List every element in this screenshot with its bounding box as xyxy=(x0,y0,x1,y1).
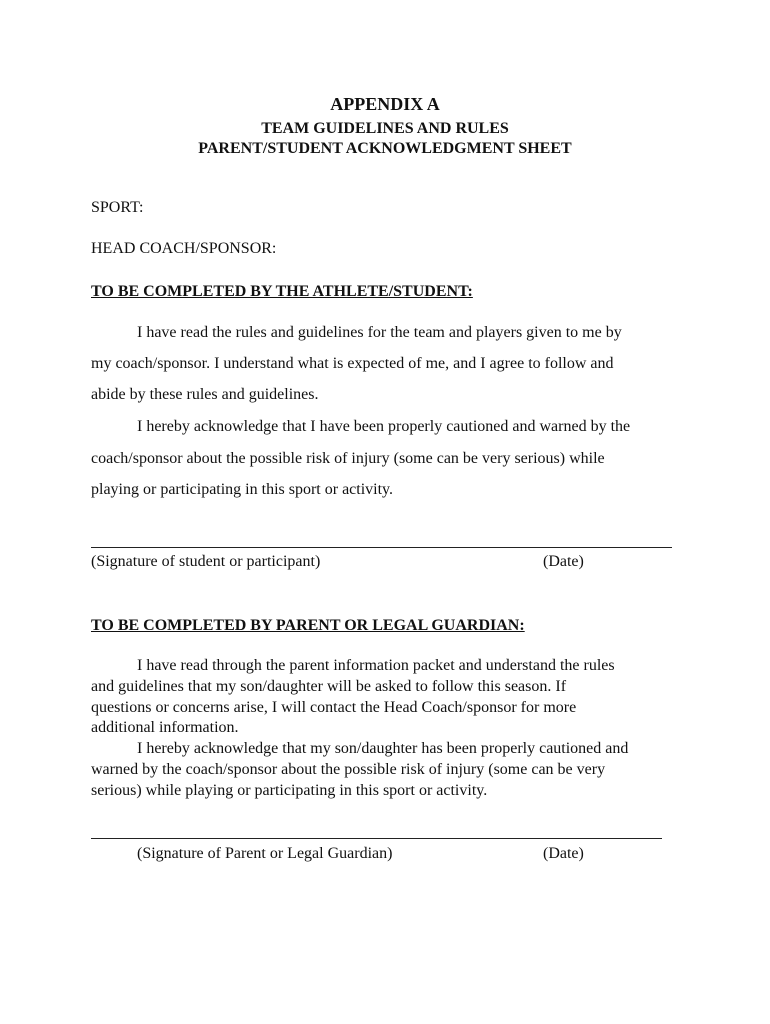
parent-signature-label: (Signature of Parent or Legal Guardian) xyxy=(137,845,393,862)
parent-section-heading: TO BE COMPLETED BY PARENT OR LEGAL GUARDIAN: xyxy=(91,617,525,634)
document-subtitle-acknowledgment: PARENT/STUDENT ACKNOWLEDGMENT SHEET xyxy=(198,140,572,157)
athlete-paragraph-line: I hereby acknowledge that I have been properly cautioned and warned by the xyxy=(137,418,631,435)
student-signature-label: (Signature of student or participant) xyxy=(91,553,321,570)
head-coach-label: HEAD COACH/SPONSOR: xyxy=(91,240,277,257)
parent-paragraph-line: I hereby acknowledge that my son/daughter has been properly cautioned and xyxy=(137,740,629,757)
athlete-paragraph-line: I have read the rules and guidelines for the team and players given to me by xyxy=(137,324,622,341)
parent-paragraph-line: questions or concerns arise, I will contact the Head Coach/sponsor for more xyxy=(91,699,577,716)
athlete-paragraph-line: coach/sponsor about the possible risk of injury (some can be very serious) while xyxy=(91,450,605,467)
appendix-title: APPENDIX A xyxy=(330,94,440,114)
parent-paragraph-line: serious) while playing or participating in this sport or activity. xyxy=(91,782,488,799)
student-signature-line[interactable] xyxy=(91,547,672,548)
parent-paragraph-line: and guidelines that my son/daughter will be asked to follow this season. If xyxy=(91,678,567,695)
athlete-section-heading: TO BE COMPLETED BY THE ATHLETE/STUDENT: xyxy=(91,283,473,300)
athlete-paragraph-line: playing or participating in this sport or activity. xyxy=(91,481,394,498)
parent-date-label: (Date) xyxy=(543,845,584,862)
parent-signature-line[interactable] xyxy=(91,838,662,839)
athlete-paragraph-line: my coach/sponsor. I understand what is expected of me, and I agree to follow and xyxy=(91,355,614,372)
athlete-paragraph-line: abide by these rules and guidelines. xyxy=(91,386,319,403)
parent-paragraph-line: additional information. xyxy=(91,719,239,736)
sport-label: SPORT: xyxy=(91,199,144,216)
document-subtitle-guidelines: TEAM GUIDELINES AND RULES xyxy=(261,120,509,137)
parent-paragraph-line: I have read through the parent information packet and understand the rules xyxy=(137,657,615,674)
parent-paragraph-line: warned by the coach/sponsor about the possible risk of injury (some can be very xyxy=(91,761,606,778)
student-date-label: (Date) xyxy=(543,553,584,570)
